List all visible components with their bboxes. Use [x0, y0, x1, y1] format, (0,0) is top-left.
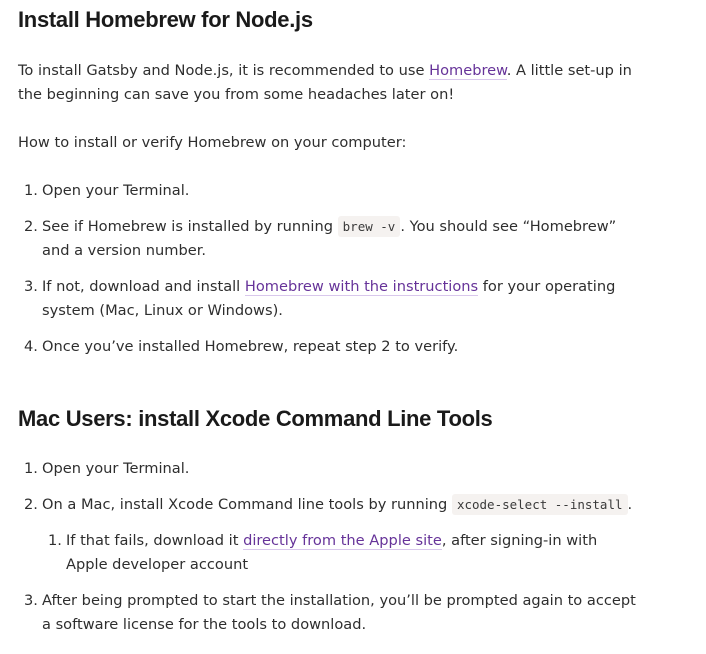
step-text-before: On a Mac, install Xcode Command line tools by running	[42, 496, 452, 513]
howto-paragraph: How to install or verify Homebrew on your computer:	[18, 134, 407, 151]
brew-version-code: brew -v	[338, 216, 401, 237]
list-item	[18, 589, 638, 637]
section-heading-install-homebrew: Install Homebrew for Node.js	[18, 7, 313, 32]
list-item	[18, 493, 638, 517]
step-text-after: for your operating system (Mac, Linux or Windows).	[42, 278, 616, 319]
list-item-text: After being prompted to start the installation, you’ll be prompted again to accept a software license for the tools to download.	[42, 592, 636, 633]
list-number: 3.	[24, 592, 38, 609]
step-text-before: If that fails, download it	[66, 532, 244, 549]
list-number: 1.	[24, 182, 38, 199]
step-text-before: See if Homebrew is installed by running	[42, 218, 338, 235]
list-number: 3.	[24, 278, 38, 295]
list-item	[18, 457, 638, 481]
list-item-text: Open your Terminal.	[42, 460, 190, 477]
list-item	[18, 179, 638, 203]
xcode-select-code: xcode-select --install	[452, 494, 628, 515]
nested-list-item	[42, 529, 642, 577]
list-item-text	[42, 493, 636, 517]
homebrew-link[interactable]: Homebrew	[429, 62, 507, 79]
list-item	[18, 215, 638, 263]
intro-text-after: . A little set-up in the beginning can save you from some headaches later on!	[18, 62, 632, 103]
list-item-text: Once you’ve installed Homebrew, repeat step 2 to verify.	[42, 338, 459, 355]
list-number: 4.	[24, 338, 38, 355]
list-number: 1.	[24, 460, 38, 477]
step-text-after: . You should see “Homebrew” and a version number.	[42, 218, 617, 259]
apple-site-link[interactable]: directly from the Apple site	[243, 532, 442, 549]
section-heading-xcode-tools: Mac Users: install Xcode Command Line Tools	[18, 406, 493, 431]
intro-text-before: To install Gatsby and Node.js, it is recommended to use	[18, 62, 430, 79]
list-item-text	[42, 215, 636, 263]
list-item-text: Open your Terminal.	[42, 182, 190, 199]
list-item-text	[66, 529, 636, 577]
step-text-after: , after signing-in with Apple developer account	[66, 532, 598, 573]
list-item-text	[42, 275, 636, 323]
list-item	[18, 275, 638, 323]
step-text-after: .	[627, 496, 633, 513]
intro-paragraph	[18, 59, 648, 107]
list-number: 2.	[24, 496, 38, 513]
list-number: 1.	[48, 532, 62, 549]
list-item	[18, 335, 638, 359]
list-number: 2.	[24, 218, 38, 235]
step-text-before: If not, download and install	[42, 278, 245, 295]
homebrew-instructions-link[interactable]: Homebrew with the instructions	[244, 278, 479, 295]
